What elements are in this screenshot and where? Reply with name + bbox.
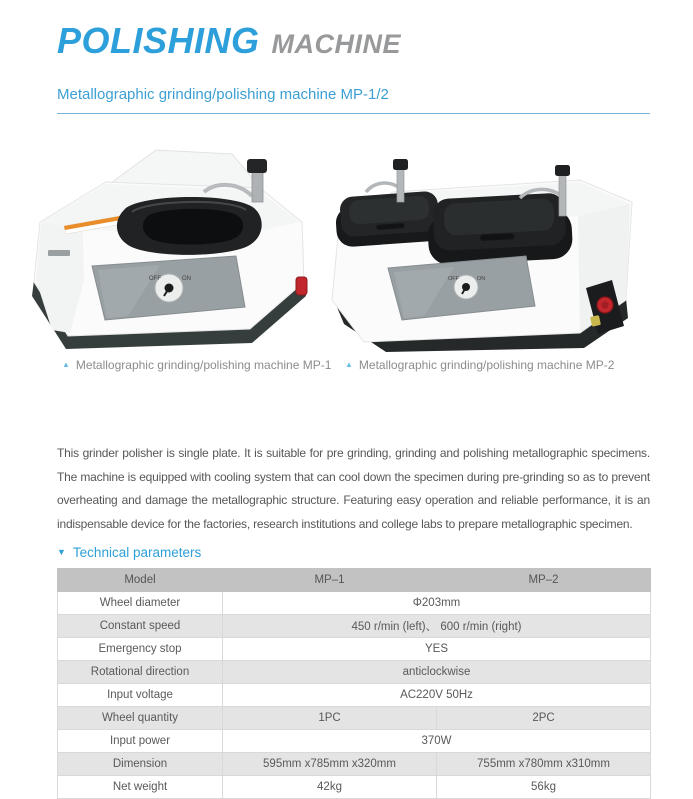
param-value: 56kg <box>437 776 651 799</box>
param-label: Wheel quantity <box>58 707 223 730</box>
table-row <box>58 776 651 799</box>
param-label: Net weight <box>58 776 223 799</box>
mp2-caption <box>345 358 614 372</box>
mp2-product-image <box>328 150 686 363</box>
table-row <box>58 615 651 638</box>
table-row <box>58 707 651 730</box>
param-value: 370W <box>223 730 651 753</box>
mp1-product-image <box>8 130 328 363</box>
mp2-caption-text: Metallographic grinding/polishing machine MP-2 <box>358 358 615 372</box>
table-row <box>58 753 651 776</box>
mp1-caption-text: Metallographic grinding/polishing machine MP-1 <box>75 358 332 372</box>
technical-parameters-table <box>57 568 651 799</box>
param-value: 450 r/min (left)、 600 r/min (right) <box>223 615 651 638</box>
product-description: This grinder polisher is single plate. It is suitable for pre grinding, grinding and polishing metallographic specimens. The machine is equipped with cooling system that can cool down the specimen during pre-grinding so as to prevent overheating and damage the metallographic structure. Featuring easy operation and reliable performance, it is an indispensable device for the factories, research institutions and college labs to prepare metallographic specimen. <box>57 446 650 531</box>
product-figures <box>0 126 693 358</box>
subtitle-divider <box>57 86 650 114</box>
header-model: Model <box>58 569 223 592</box>
technical-parameters-label: Technical parameters <box>72 545 202 560</box>
table-row <box>58 730 651 753</box>
up-triangle-icon: ▲ <box>62 360 70 369</box>
mp2-machine-illustration <box>328 150 686 358</box>
param-value: 1PC <box>223 707 437 730</box>
table-row <box>58 684 651 707</box>
mp1-caption <box>62 358 331 372</box>
param-value: 2PC <box>437 707 651 730</box>
param-label: Wheel diameter <box>58 592 223 615</box>
up-triangle-icon: ▲ <box>345 360 353 369</box>
down-triangle-icon: ▼ <box>57 547 66 557</box>
table-row <box>58 661 651 684</box>
mp2-on-label: ON <box>477 276 486 282</box>
product-subtitle: Metallographic grinding/polishing machine MP-1/2 <box>57 86 389 103</box>
param-value: YES <box>223 638 651 661</box>
param-value: AC220V 50Hz <box>223 684 651 707</box>
mp1-off-label: OFF <box>149 276 161 282</box>
page-header <box>57 20 650 62</box>
mp1-on-label: ON <box>182 276 191 282</box>
mp1-machine-illustration <box>8 130 328 358</box>
mp1-emergency-button <box>296 277 307 295</box>
table-header-row <box>58 569 651 592</box>
param-label: Dimension <box>58 753 223 776</box>
param-label: Constant speed <box>58 615 223 638</box>
param-value: anticlockwise <box>223 661 651 684</box>
param-value: Φ203mm <box>223 592 651 615</box>
header-mp2: MP–2 <box>437 569 651 592</box>
table-row <box>58 638 651 661</box>
technical-parameters-heading <box>57 544 693 561</box>
mp2-off-label: OFF <box>448 276 459 282</box>
page-title-primary: POLISHING <box>57 20 260 61</box>
param-label: Input voltage <box>58 684 223 707</box>
param-label: Rotational direction <box>58 661 223 684</box>
header-mp1: MP–1 <box>223 569 437 592</box>
param-value: 755mm x780mm x310mm <box>437 753 651 776</box>
param-label: Emergency stop <box>58 638 223 661</box>
param-value: 595mm x785mm x320mm <box>223 753 437 776</box>
param-label: Input power <box>58 730 223 753</box>
tech-table-body <box>58 592 651 799</box>
param-value: 42kg <box>223 776 437 799</box>
table-row <box>58 592 651 615</box>
page-title-secondary: MACHINE <box>271 29 402 59</box>
figure-captions <box>0 358 693 376</box>
